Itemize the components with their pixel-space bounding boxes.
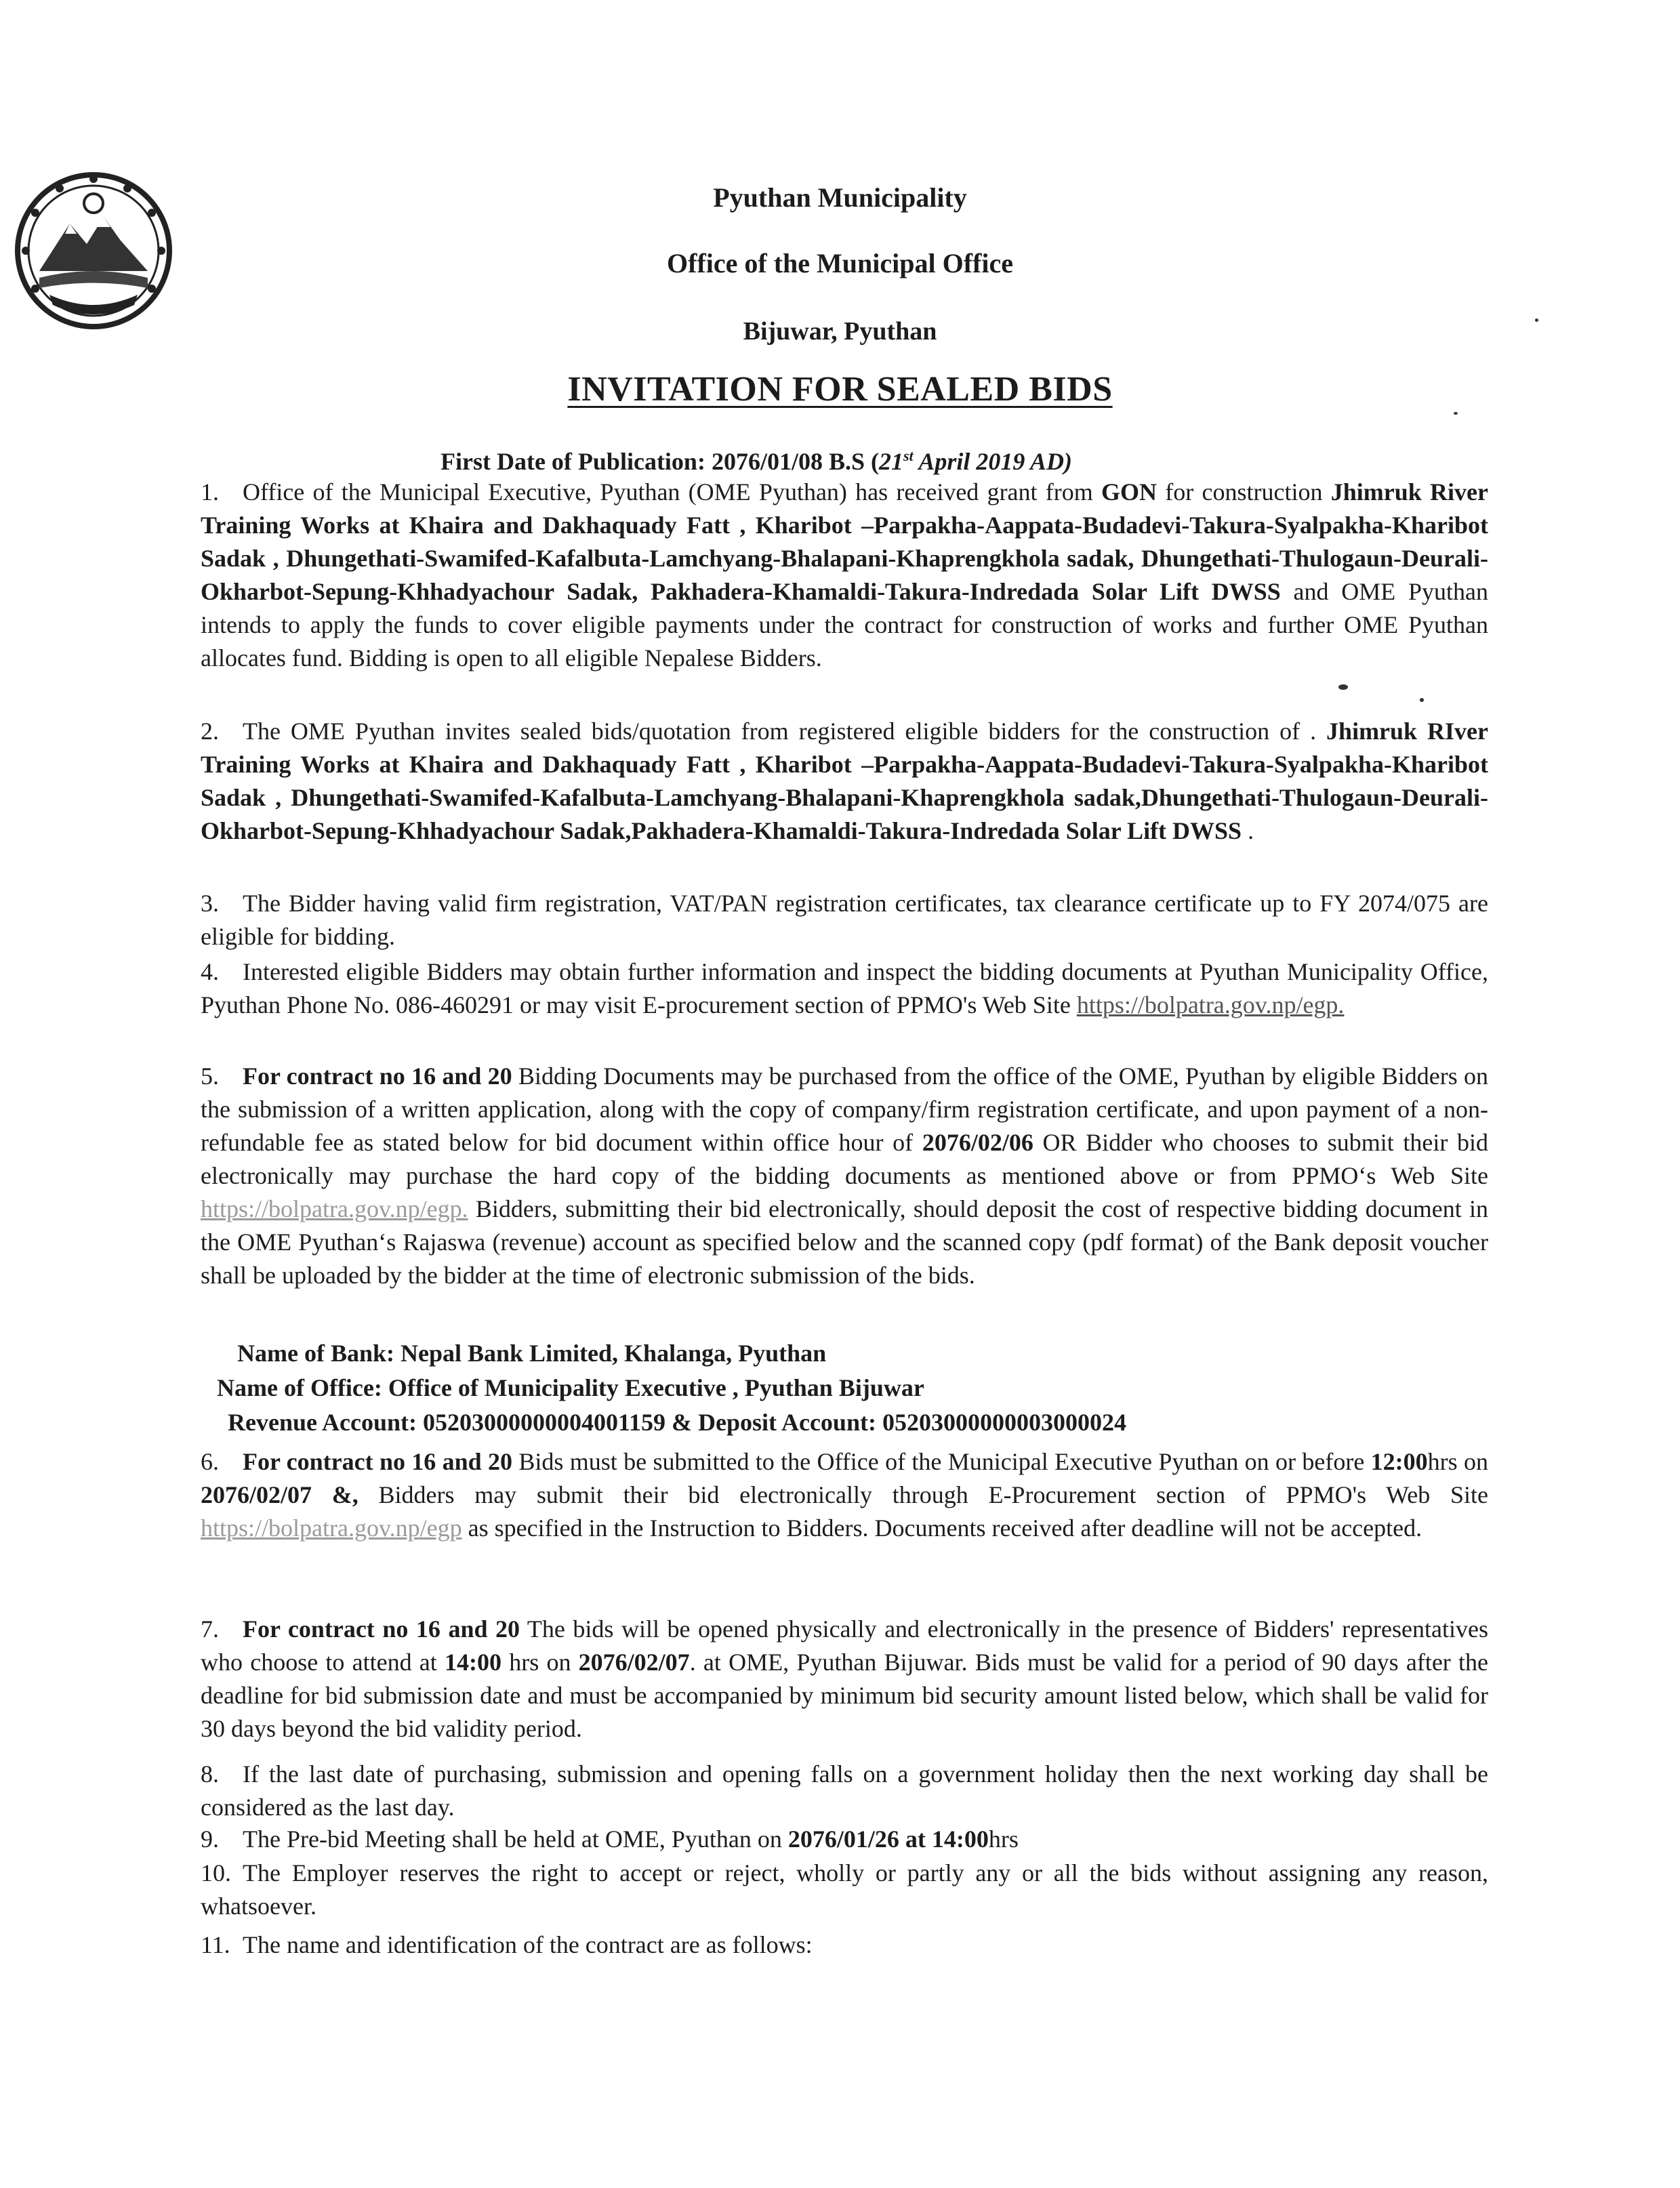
paragraph-11 bbox=[201, 1928, 1488, 1962]
contract-reference: For contract no 16 and 20 bbox=[243, 1062, 512, 1090]
paragraph-6 bbox=[201, 1445, 1488, 1545]
paragraph-text: for construction bbox=[1157, 478, 1331, 505]
paragraph-text: The name and identification of the contract are as follows: bbox=[243, 1931, 813, 1958]
paragraph-7 bbox=[201, 1613, 1488, 1746]
paragraph-text: Bidders, submitting their bid electronically, should deposit the cost of respective bidding document in the OME Pyuthan‘s Rajaswa (revenue) account as specified below and the scanned copy (pdf format) of the Bank deposit voucher shall be uploaded by the bidder at the time of electronic submission of the bids. bbox=[201, 1195, 1488, 1289]
paragraph-text: Bidding Documents may be purchased from the office of the OME, Pyuthan by eligible Bidders on the submission of a written application, along with the copy of company/firm registration certificate, and upon payment of a non-refundable fee as stated below for bid document within office hour of bbox=[201, 1062, 1488, 1156]
account-numbers: Revenue Account: 05203000000004001159 & Deposit Account: 05203000000003000024 bbox=[228, 1409, 1126, 1436]
paragraph-text: hrs bbox=[988, 1825, 1019, 1853]
paragraph-text: The Pre-bid Meeting shall be held at OME, Pyuthan on bbox=[243, 1825, 788, 1853]
paragraph-number: 1. bbox=[201, 478, 219, 505]
egp-link[interactable]: https://bolpatra.gov.np/egp. bbox=[1076, 991, 1345, 1018]
paragraph-text: The bids will be opened physically and electronically in the presence of Bidders' representatives who choose to attend at bbox=[201, 1615, 1488, 1676]
publication-date bbox=[441, 447, 1072, 476]
publication-date-ad: April 2019 AD) bbox=[913, 448, 1073, 475]
funding-source: GON bbox=[1101, 478, 1157, 505]
paragraph-text: The OME Pyuthan invites sealed bids/quotation from registered eligible bidders for the construction of . bbox=[243, 718, 1327, 745]
paragraph-number: 2. bbox=[201, 718, 219, 745]
paragraph-number: 6. bbox=[201, 1448, 219, 1475]
paragraph-text: Office of the Municipal Executive, Pyuthan (OME Pyuthan) has received grant from bbox=[243, 478, 1102, 505]
pre-bid-date: 2076/01/26 at 14:00 bbox=[787, 1825, 989, 1853]
paragraph-text: OR Bidder who chooses to submit their bid electronically may purchase the hard copy of the bidding documents as mentioned above or from PPMO‘s Web Site bbox=[201, 1129, 1488, 1189]
paragraph-4 bbox=[201, 955, 1488, 1022]
egp-link[interactable]: https://bolpatra.gov.np/egp bbox=[201, 1514, 462, 1542]
paragraph-number: 11. bbox=[201, 1931, 230, 1958]
paragraph-10 bbox=[201, 1857, 1488, 1923]
publication-day-suffix: st bbox=[903, 447, 914, 464]
scan-speck bbox=[1338, 684, 1348, 690]
paragraph-text: . bbox=[1242, 817, 1254, 844]
submission-time: 12:00 bbox=[1370, 1448, 1428, 1475]
works-list: Jhimruk RIver Training Works at Khaira and Dakhaquady Fatt , Kharibot –Parpakha-Aappata-Budadevi-Takura-Syalpakha-Kharibot Sadak , Dhungethati-Swamifed-Kafalbuta-Lamchyang-Bhalapani-Khaprengkhola sadak,Dhungethati-Thulogaun-Deurali-Okharbot-Sepung-Khhadyachour Sadak,Pakhadera-Khamaldi-Takura-Indredada Solar Lift DWSS bbox=[201, 718, 1489, 844]
paragraph-text: The Employer reserves the right to accept or reject, wholly or partly any or all the bids without assigning any reason, whatsoever. bbox=[201, 1859, 1488, 1920]
office-name: Office of the Municipal Office bbox=[667, 248, 1013, 278]
paragraph-text: Interested eligible Bidders may obtain further information and inspect the bidding documents at Pyuthan Municipality Office, Pyuthan Phone No. 086-460291 or may visit E-procurement section of PPMO's Web Site bbox=[201, 958, 1488, 1018]
paragraph-number: 3. bbox=[201, 890, 219, 917]
paragraph-number: 5. bbox=[201, 1062, 219, 1090]
paragraph-8 bbox=[201, 1758, 1488, 1824]
works-list: Jhimruk River Training Works at Khaira and Dakhaquady Fatt , Kharibot –Parpakha-Aappata-Budadevi-Takura-Syalpakha-Kharibot Sadak , Dhungethati-Swamifed-Kafalbuta-Lamchyang-Bhalapani-Khaprengkhola sadak, Dhungethati-Thulogaun-Deurali-Okharbot-Sepung-Khhadyachour Sadak, Pakhadera-Khamaldi-Takura-Indredada Solar Lift DWSS bbox=[201, 478, 1488, 605]
paragraph-5 bbox=[201, 1060, 1488, 1292]
paragraph-number: 10. bbox=[201, 1859, 231, 1886]
paragraph-text: Bidders may submit their bid electronically through E-Procurement section of PPMO's Web Site bbox=[358, 1481, 1488, 1508]
paragraph-text: The Bidder having valid firm registration, VAT/PAN registration certificates, tax clearance certificate up to FY 2074/075 are eligible for bidding. bbox=[201, 890, 1488, 950]
paragraph-number: 7. bbox=[201, 1615, 219, 1643]
paragraph-2 bbox=[201, 715, 1488, 848]
paragraph-text: as specified in the Instruction to Bidders. Documents received after deadline will not be accepted. bbox=[462, 1514, 1422, 1542]
paragraph-number: 4. bbox=[201, 958, 219, 985]
paragraph-text: Bids must be submitted to the Office of the Municipal Executive Pyuthan on or before bbox=[512, 1448, 1371, 1475]
contract-reference: For contract no 16 and 20 bbox=[243, 1615, 520, 1643]
paragraph-number: 8. bbox=[201, 1760, 219, 1788]
contract-reference: For contract no 16 and 20 bbox=[243, 1448, 513, 1475]
scan-speck bbox=[1535, 318, 1538, 322]
paragraph-text: and OME Pyuthan intends to apply the funds to cover eligible payments under the contract for construction of works and further OME Pyuthan allocates fund. Bidding is open to all eligible Nepalese Bidders. bbox=[201, 578, 1488, 672]
paragraph-text: hrs on bbox=[501, 1649, 579, 1676]
publication-day: 21 bbox=[878, 448, 903, 475]
scan-speck bbox=[1454, 412, 1458, 415]
paragraph-text: If the last date of purchasing, submission and opening falls on a government holiday then the next working day shall be considered as the last day. bbox=[201, 1760, 1488, 1821]
office-account-name: Name of Office: Office of Municipality Executive , Pyuthan Bijuwar bbox=[217, 1374, 924, 1401]
publication-date-label: First Date of Publication: 2076/01/08 B.S ( bbox=[441, 448, 879, 475]
office-address: Bijuwar, Pyuthan bbox=[743, 317, 937, 346]
paragraph-text: hrs on bbox=[1427, 1448, 1488, 1475]
submission-date: 2076/02/07 &, bbox=[201, 1481, 358, 1508]
egp-link[interactable]: https://bolpatra.gov.np/egp. bbox=[201, 1195, 468, 1222]
opening-date: 2076/02/07 bbox=[578, 1649, 690, 1676]
paragraph-text: . at OME, Pyuthan Bijuwar. Bids must be valid for a period of 90 days after the deadline for bid submission date and must be accompanied by minimum bid security amount listed below, which shall be valid for 30 days beyond the bid validity period. bbox=[201, 1649, 1488, 1742]
scan-speck bbox=[1420, 698, 1424, 702]
paragraph-number: 9. bbox=[201, 1825, 219, 1853]
paragraph-9 bbox=[201, 1823, 1488, 1856]
opening-time: 14:00 bbox=[445, 1649, 502, 1676]
municipality-name: Pyuthan Municipality bbox=[713, 182, 967, 213]
document-title: INVITATION FOR SEALED BIDS bbox=[567, 370, 1113, 409]
bank-name: Name of Bank: Nepal Bank Limited, Khalanga, Pyuthan bbox=[237, 1340, 827, 1367]
purchase-deadline: 2076/02/06 bbox=[922, 1129, 1033, 1156]
paragraph-3 bbox=[201, 887, 1488, 953]
paragraph-1 bbox=[201, 476, 1488, 675]
